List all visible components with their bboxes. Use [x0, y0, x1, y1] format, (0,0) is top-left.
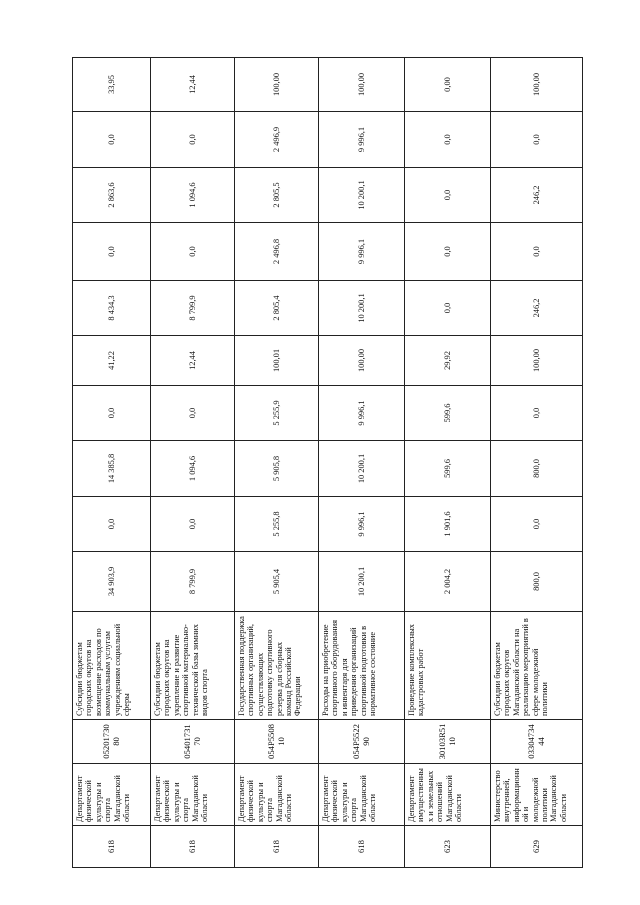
- cell-desc: Проведение комплексных кадастровых работ: [405, 612, 491, 720]
- cell-value: 0,0: [405, 223, 491, 281]
- cell-value: 100,00: [491, 336, 583, 386]
- cell-value: 0,0: [405, 168, 491, 223]
- cell-value: 9 996,1: [319, 112, 405, 168]
- cell-value: 10 200,1: [319, 552, 405, 612]
- cell-value: 2 004,2: [405, 552, 491, 612]
- table-row: [73, 58, 151, 868]
- cell-value: 1 094,6: [151, 168, 235, 223]
- cell-value: 100,00: [319, 336, 405, 386]
- table-row: [491, 58, 583, 868]
- cell-code: 623: [405, 826, 491, 868]
- cell-value: 0,0: [151, 497, 235, 552]
- cell-desc: Государственная поддержка спортивных организаций, осуществляющих подготовку спортивного резерва для сборных команд Российской Федерации: [235, 612, 319, 720]
- cell-value: 5 255,8: [235, 497, 319, 552]
- cell-value: 246,2: [491, 281, 583, 336]
- cell-value: 2 805,4: [235, 281, 319, 336]
- cell-desc: Субсидии бюджетам городских округов Магаданской области на реализацию мероприятий в сфере молодежной политики: [491, 612, 583, 720]
- budget-table: [72, 57, 583, 868]
- cell-value: 599,6: [405, 386, 491, 441]
- cell-value: 0,0: [151, 223, 235, 281]
- cell-value: 2 863,6: [73, 168, 151, 223]
- cell-value: 0,0: [151, 112, 235, 168]
- cell-value: 2 805,5: [235, 168, 319, 223]
- cell-value: 8 799,9: [151, 552, 235, 612]
- cell-value: 0,0: [491, 112, 583, 168]
- cell-kbk: 0540173170: [151, 720, 235, 764]
- cell-org: Департамент физической культуры и спорта Магаданской области: [235, 764, 319, 826]
- cell-code: 618: [73, 826, 151, 868]
- cell-value: 14 385,8: [73, 441, 151, 497]
- table-row: [151, 58, 235, 868]
- cell-desc: Субсидии бюджетам городских округов на возмещение расходов по коммунальным услугам учреждениям социальной сферы: [73, 612, 151, 720]
- cell-value: 29,92: [405, 336, 491, 386]
- cell-value: 41,22: [73, 336, 151, 386]
- cell-value: 0,0: [491, 386, 583, 441]
- cell-value: 0,0: [73, 223, 151, 281]
- cell-desc: Расходы на приобретение спортивного оборудования и инвентаря для приведения организаций спортивной подготовки в нормативное состояние: [319, 612, 405, 720]
- cell-value: 0,00: [405, 58, 491, 112]
- cell-value: 599,6: [405, 441, 491, 497]
- table-row: [405, 58, 491, 868]
- cell-value: 9 996,1: [319, 223, 405, 281]
- cell-value: 100,00: [491, 58, 583, 112]
- cell-value: 5 905,8: [235, 441, 319, 497]
- cell-value: 800,0: [491, 552, 583, 612]
- cell-code: 618: [319, 826, 405, 868]
- cell-value: 12,44: [151, 336, 235, 386]
- rotated-page: [72, 58, 582, 868]
- cell-org: Министерство внутренней, информационной и молодежной политики Магаданской области: [491, 764, 583, 826]
- cell-org: Департамент физической культуры и спорта Магаданской области: [319, 764, 405, 826]
- cell-kbk: 0520173080: [73, 720, 151, 764]
- cell-value: 9 996,1: [319, 386, 405, 441]
- cell-value: 2 496,8: [235, 223, 319, 281]
- table-row: [235, 58, 319, 868]
- cell-value: 1 901,6: [405, 497, 491, 552]
- table-row: [319, 58, 405, 868]
- cell-value: 0,0: [491, 497, 583, 552]
- cell-value: 800,0: [491, 441, 583, 497]
- cell-value: 0,0: [73, 386, 151, 441]
- cell-value: 34 903,9: [73, 552, 151, 612]
- cell-value: 5 255,9: [235, 386, 319, 441]
- cell-value: 8 434,3: [73, 281, 151, 336]
- cell-kbk: 054P552290: [319, 720, 405, 764]
- cell-value: 0,0: [151, 386, 235, 441]
- cell-value: 2 496,9: [235, 112, 319, 168]
- cell-value: 8 799,9: [151, 281, 235, 336]
- cell-kbk: 054P550810: [235, 720, 319, 764]
- cell-value: 0,0: [405, 281, 491, 336]
- cell-org: Департамент имущественных и земельных отношений Магаданской области: [405, 764, 491, 826]
- cell-org: Департамент физической культуры и спорта Магаданской области: [73, 764, 151, 826]
- cell-value: 100,01: [235, 336, 319, 386]
- cell-kbk: 30103R5110: [405, 720, 491, 764]
- cell-value: 0,0: [405, 112, 491, 168]
- cell-value: 100,00: [319, 58, 405, 112]
- cell-value: 12,44: [151, 58, 235, 112]
- cell-value: 10 200,1: [319, 168, 405, 223]
- cell-value: 0,0: [73, 497, 151, 552]
- cell-value: 9 996,1: [319, 497, 405, 552]
- cell-value: 10 200,1: [319, 281, 405, 336]
- cell-value: 0,0: [491, 223, 583, 281]
- cell-code: 618: [151, 826, 235, 868]
- cell-value: 100,00: [235, 58, 319, 112]
- cell-value: 5 905,4: [235, 552, 319, 612]
- table-body: [73, 58, 583, 868]
- cell-code: 629: [491, 826, 583, 868]
- cell-kbk: 0330473444: [491, 720, 583, 764]
- cell-value: 33,95: [73, 58, 151, 112]
- cell-value: 246,2: [491, 168, 583, 223]
- cell-code: 618: [235, 826, 319, 868]
- cell-value: 1 094,6: [151, 441, 235, 497]
- cell-value: 10 200,1: [319, 441, 405, 497]
- cell-desc: Субсидии бюджетам городских округов на укрепление и развитие спортивной материально-технической базы зимних видов спорта: [151, 612, 235, 720]
- cell-value: 0,0: [73, 112, 151, 168]
- cell-org: Департамент физической культуры и спорта Магаданской области: [151, 764, 235, 826]
